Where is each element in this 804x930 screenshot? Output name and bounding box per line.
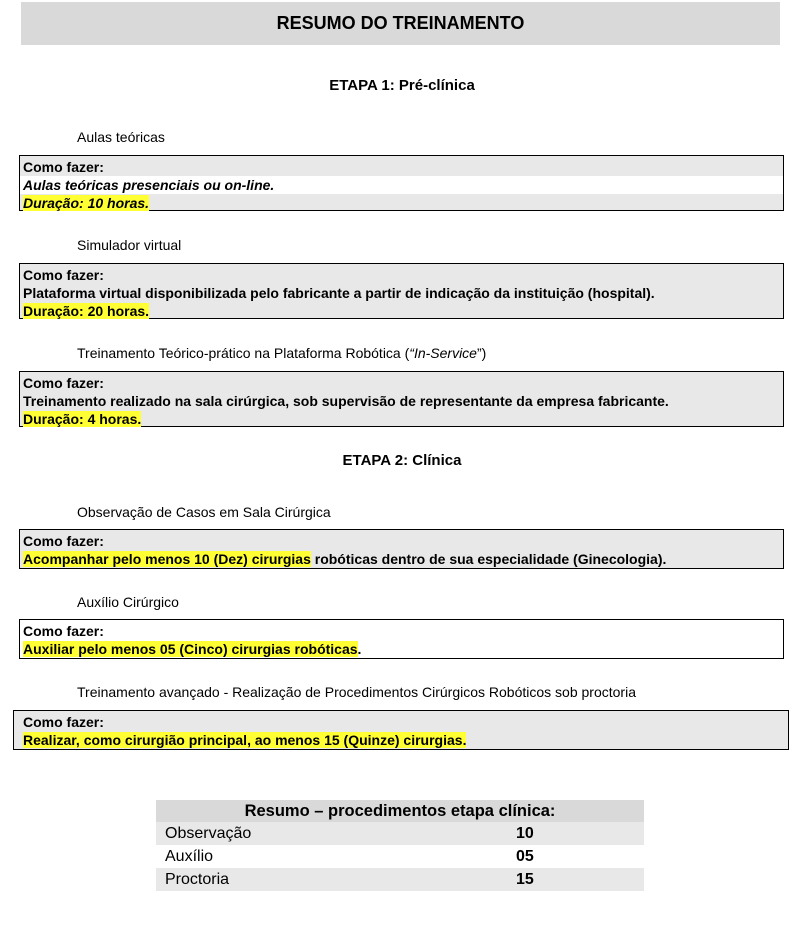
summary-row-value: 10 xyxy=(516,825,534,842)
page-title-text: RESUMO DO TREINAMENTO xyxy=(276,13,525,33)
summary-row-value: 15 xyxy=(516,871,534,888)
duration: Duração: 4 horas. xyxy=(23,411,142,427)
how-to-box-in-service xyxy=(19,371,784,427)
summary-row-label: Observação xyxy=(165,825,252,842)
heading-italic-text: “In-Service xyxy=(409,345,477,361)
how-to-box-simulador-virtual xyxy=(19,263,784,319)
duration: Duração: 10 horas. xyxy=(23,195,150,211)
how-label: Como fazer: xyxy=(23,623,104,639)
summary-row-label: Auxílio xyxy=(165,848,214,865)
how-label: Como fazer: xyxy=(23,533,104,549)
description: Aulas teóricas presenciais ou on-line. xyxy=(20,176,783,194)
how-to-box-auxilio xyxy=(19,619,784,659)
duration: Duração: 20 horas. xyxy=(23,303,150,319)
section-heading-simulador-virtual: Simulador virtual xyxy=(77,237,182,253)
summary-row-proctoria xyxy=(156,868,644,891)
section-heading-in-service xyxy=(77,345,486,361)
section-heading-proctoria: Treinamento avançado - Realização de Procedimentos Cirúrgicos Robóticos sob proctoria xyxy=(77,684,636,700)
how-label: Como fazer: xyxy=(23,159,104,175)
stage2-heading: ETAPA 2: Clínica xyxy=(342,452,462,469)
section-heading-observacao: Observação de Casos em Sala Cirúrgica xyxy=(77,504,331,520)
how-to-box-observacao xyxy=(19,529,784,569)
description: Treinamento realizado na sala cirúrgica, sob supervisão de representante da empresa fabricante. xyxy=(23,393,669,409)
how-to-box-proctoria xyxy=(13,710,789,750)
stage1-heading: ETAPA 1: Pré-clínica xyxy=(329,77,475,94)
summary-table xyxy=(156,800,644,891)
page-title xyxy=(21,2,780,45)
requirement-rest: robóticas dentro de sua especialidade (Ginecologia). xyxy=(310,551,667,567)
section-heading-auxilio: Auxílio Cirúrgico xyxy=(77,594,179,610)
summary-table-header: Resumo – procedimentos etapa clínica: xyxy=(156,800,644,822)
description: Plataforma virtual disponibilizada pelo fabricante a partir de indicação da instituição (hospital). xyxy=(23,285,655,301)
heading-end-text: ”) xyxy=(476,345,487,361)
summary-row-label: Proctoria xyxy=(165,871,230,888)
section-heading-aulas-teoricas: Aulas teóricas xyxy=(77,129,165,145)
heading-text: Treinamento Teórico-prático na Plataforma Robótica ( xyxy=(77,345,410,361)
summary-row-auxilio xyxy=(156,845,644,868)
how-label: Como fazer: xyxy=(23,267,104,283)
how-to-box-aulas-teoricas xyxy=(19,155,784,211)
requirement-rest: . xyxy=(357,641,362,657)
highlighted-requirement: Acompanhar pelo menos 10 (Dez) cirurgias xyxy=(23,551,311,567)
how-label: Como fazer: xyxy=(23,714,104,730)
how-label: Como fazer: xyxy=(23,375,104,391)
summary-row-value: 05 xyxy=(516,848,534,865)
highlighted-requirement: Realizar, como cirurgião principal, ao menos 15 (Quinze) cirurgias. xyxy=(23,732,467,748)
summary-row-observacao xyxy=(156,822,644,845)
highlighted-requirement: Auxiliar pelo menos 05 (Cinco) cirurgias robóticas xyxy=(23,641,358,657)
